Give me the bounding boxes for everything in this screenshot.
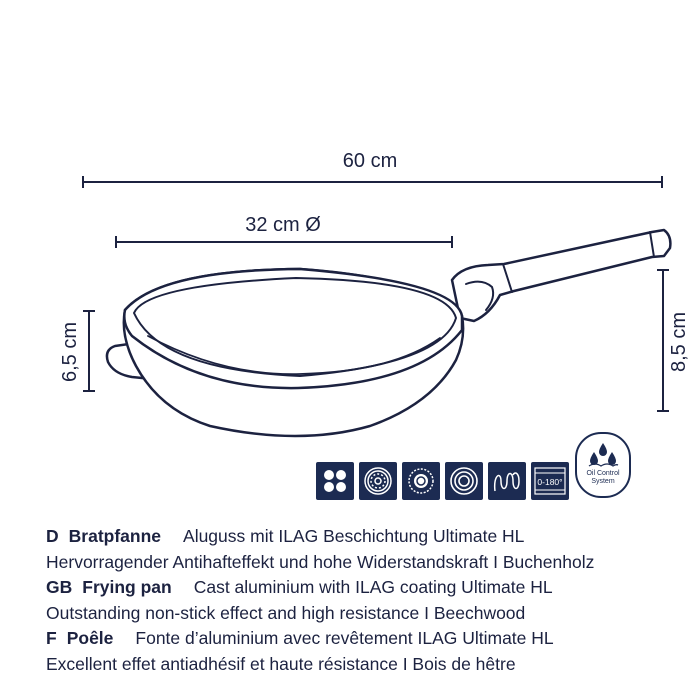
gas-hob-icon <box>316 462 354 500</box>
pan-height-label: 6,5 cm <box>59 321 81 383</box>
product-features: Outstanding non-stick effect and high resistance I Beechwood <box>46 602 526 623</box>
diameter-dimension <box>116 236 452 248</box>
product-spec: Cast aluminium with ILAG coating Ultimate HL <box>193 577 553 597</box>
electric-hob-icon <box>359 462 397 500</box>
product-descriptions <box>46 524 686 677</box>
product-features: Excellent effet antiadhésif et haute résistance I Bois de hêtre <box>46 653 516 674</box>
ceramic-hob-icon <box>445 462 483 500</box>
pan-handle <box>452 230 670 321</box>
oil-control-badge <box>575 432 631 498</box>
product-features: Hervorragender Antihafteffekt und hohe Widerstandskraft I Buchenholz <box>46 551 595 572</box>
total-length-label: 60 cm <box>342 150 398 172</box>
pan-height-dimension <box>83 311 95 391</box>
total-length-dimension <box>83 176 662 188</box>
cooktop-icons <box>316 462 569 500</box>
oil-badge-line2: System <box>591 478 615 485</box>
diameter-label: 32 cm Ø <box>245 214 321 236</box>
oven-temperature-label: 0-180° <box>537 477 563 487</box>
frying-pan <box>107 230 670 436</box>
language-code: D <box>46 526 59 546</box>
product-spec: Fonte d’aluminium avec revêtement ILAG Ultimate HL <box>135 628 554 648</box>
language-code: GB <box>46 577 73 597</box>
product-name: Poêle <box>66 628 114 648</box>
product-name: Frying pan <box>82 577 172 597</box>
description-f-heading <box>46 626 686 652</box>
product-name: Bratpfanne <box>68 526 162 546</box>
description-gb-heading <box>46 575 686 601</box>
halogen-hob-icon <box>402 462 440 500</box>
total-height-label: 8,5 cm <box>668 311 690 373</box>
description-de-heading <box>46 524 686 550</box>
product-spec: Aluguss mit ILAG Beschichtung Ultimate HL <box>183 526 525 546</box>
language-code: F <box>46 628 57 648</box>
oil-badge-line1: Oil Control <box>586 470 620 477</box>
oil-drops-icon <box>587 442 619 468</box>
induction-hob-icon <box>488 462 526 500</box>
oven-temperature-icon <box>531 462 569 500</box>
